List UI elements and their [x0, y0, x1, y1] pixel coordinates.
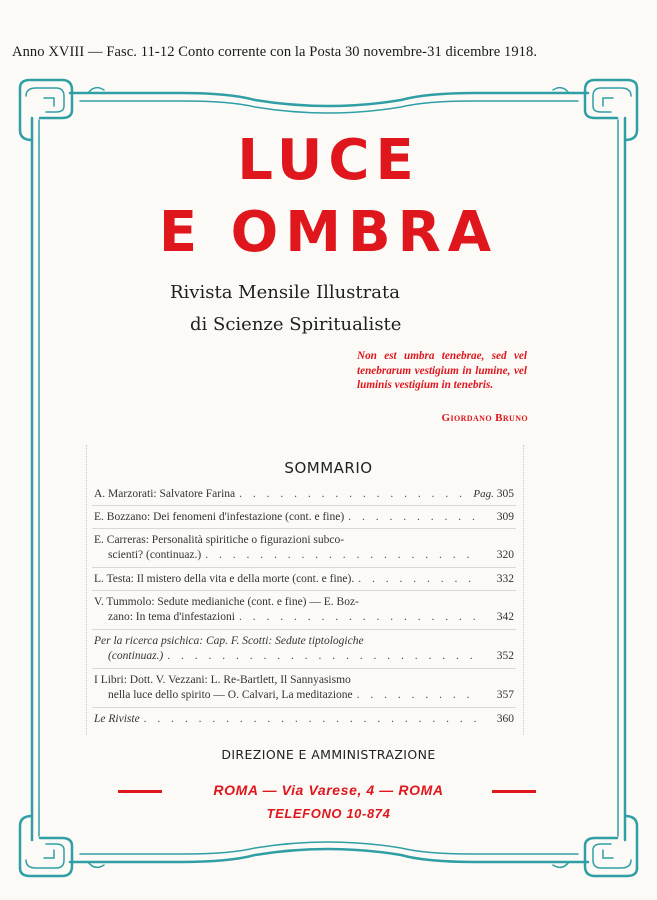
toc-entry	[94, 712, 514, 727]
toc-title: SOMMARIO	[284, 459, 373, 477]
motto-author: Giordano Bruno	[441, 412, 528, 424]
toc-leader-dots	[239, 610, 480, 625]
masthead-subtitle-line2: di Scienze Spiritualiste	[190, 314, 402, 335]
masthead-title-line2: E OMBRA	[158, 200, 499, 265]
toc-entry	[94, 510, 514, 525]
toc-entry-text: L. Testa: Il mistero della vita e della morte (cont. e fine).	[94, 573, 355, 585]
toc-page-number: 357	[496, 689, 514, 701]
toc-entry	[94, 533, 514, 563]
toc-separator	[92, 505, 516, 506]
issue-header: Anno XVIII — Fasc. 11-12 Conto corrente con la Posta 30 novembre-31 dicembre 1918.	[12, 44, 538, 60]
toc-entry-text: A. Marzorati: Salvatore Farina	[94, 488, 236, 500]
toc-entry	[94, 487, 514, 502]
toc-separator	[92, 567, 516, 568]
toc-page-number: 360	[496, 713, 514, 725]
toc-entry-text: I Libri: Dott. V. Vezzani: L. Re-Bartlett, Il Sannyasismo	[94, 674, 351, 686]
toc-page-prefix: Pag.	[473, 488, 494, 500]
toc-entry	[94, 673, 514, 703]
toc-separator	[92, 629, 516, 630]
toc-entry-text: Per la ricerca psichica: Cap. F. Scotti: Sedute tiptologiche	[94, 635, 364, 647]
address: ROMA — Via Varese, 4 — ROMA	[213, 782, 444, 798]
toc-entry-text: V. Tummolo: Sedute medianiche (cont. e fine) — E. Boz-	[94, 596, 359, 608]
toc-entry-text-cont: (continuaz.)	[108, 650, 164, 662]
toc-leader-dots	[239, 487, 469, 502]
toc-separator	[92, 528, 516, 529]
toc-page-number: 342	[496, 611, 514, 623]
toc-page-number: 332	[496, 573, 514, 585]
toc-page-number: 305	[496, 488, 514, 500]
toc-entry	[94, 595, 514, 625]
toc-entry	[94, 572, 514, 587]
toc-entry-text-cont: zano: In tema d'infestazioni	[108, 611, 235, 623]
masthead-subtitle-line1: Rivista Mensile Illustrata	[170, 282, 400, 303]
toc-separator	[92, 590, 516, 591]
telephone: TELEFONO 10-874	[266, 806, 391, 821]
toc-leader-dots	[205, 548, 480, 563]
toc-entry-text-cont: nella luce dello spirito — O. Calvari, La meditazione	[108, 689, 353, 701]
masthead-title-line1: LUCE	[237, 128, 420, 193]
toc-leader-dots	[358, 572, 480, 587]
latin-motto: Non est umbra tenebrae, sed vel tenebrarum vestigium in lumine, vel luminis vestigium in tenebris.	[357, 350, 527, 391]
toc-entry-text: E. Bozzano: Dei fenomeni d'infestazione (cont. e fine)	[94, 511, 345, 523]
toc-leader-dots	[167, 649, 480, 664]
toc-entry-text: E. Carreras: Personalità spiritiche o figurazioni subco-	[94, 534, 345, 546]
toc-separator	[92, 707, 516, 708]
toc-page-number: 309	[496, 511, 514, 523]
toc-page-number: 320	[496, 549, 514, 561]
toc-entry-text: Le Riviste	[94, 713, 140, 725]
toc-separator	[92, 668, 516, 669]
direction-administration: DIREZIONE E AMMINISTRAZIONE	[221, 747, 436, 762]
toc-leader-dots	[357, 688, 480, 703]
toc-leader-dots	[348, 510, 480, 525]
toc-page-number: 352	[496, 650, 514, 662]
toc-entry-text-cont: scienti? (continuaz.)	[108, 549, 202, 561]
toc-leader-dots	[144, 712, 480, 727]
toc-entry	[94, 634, 514, 664]
